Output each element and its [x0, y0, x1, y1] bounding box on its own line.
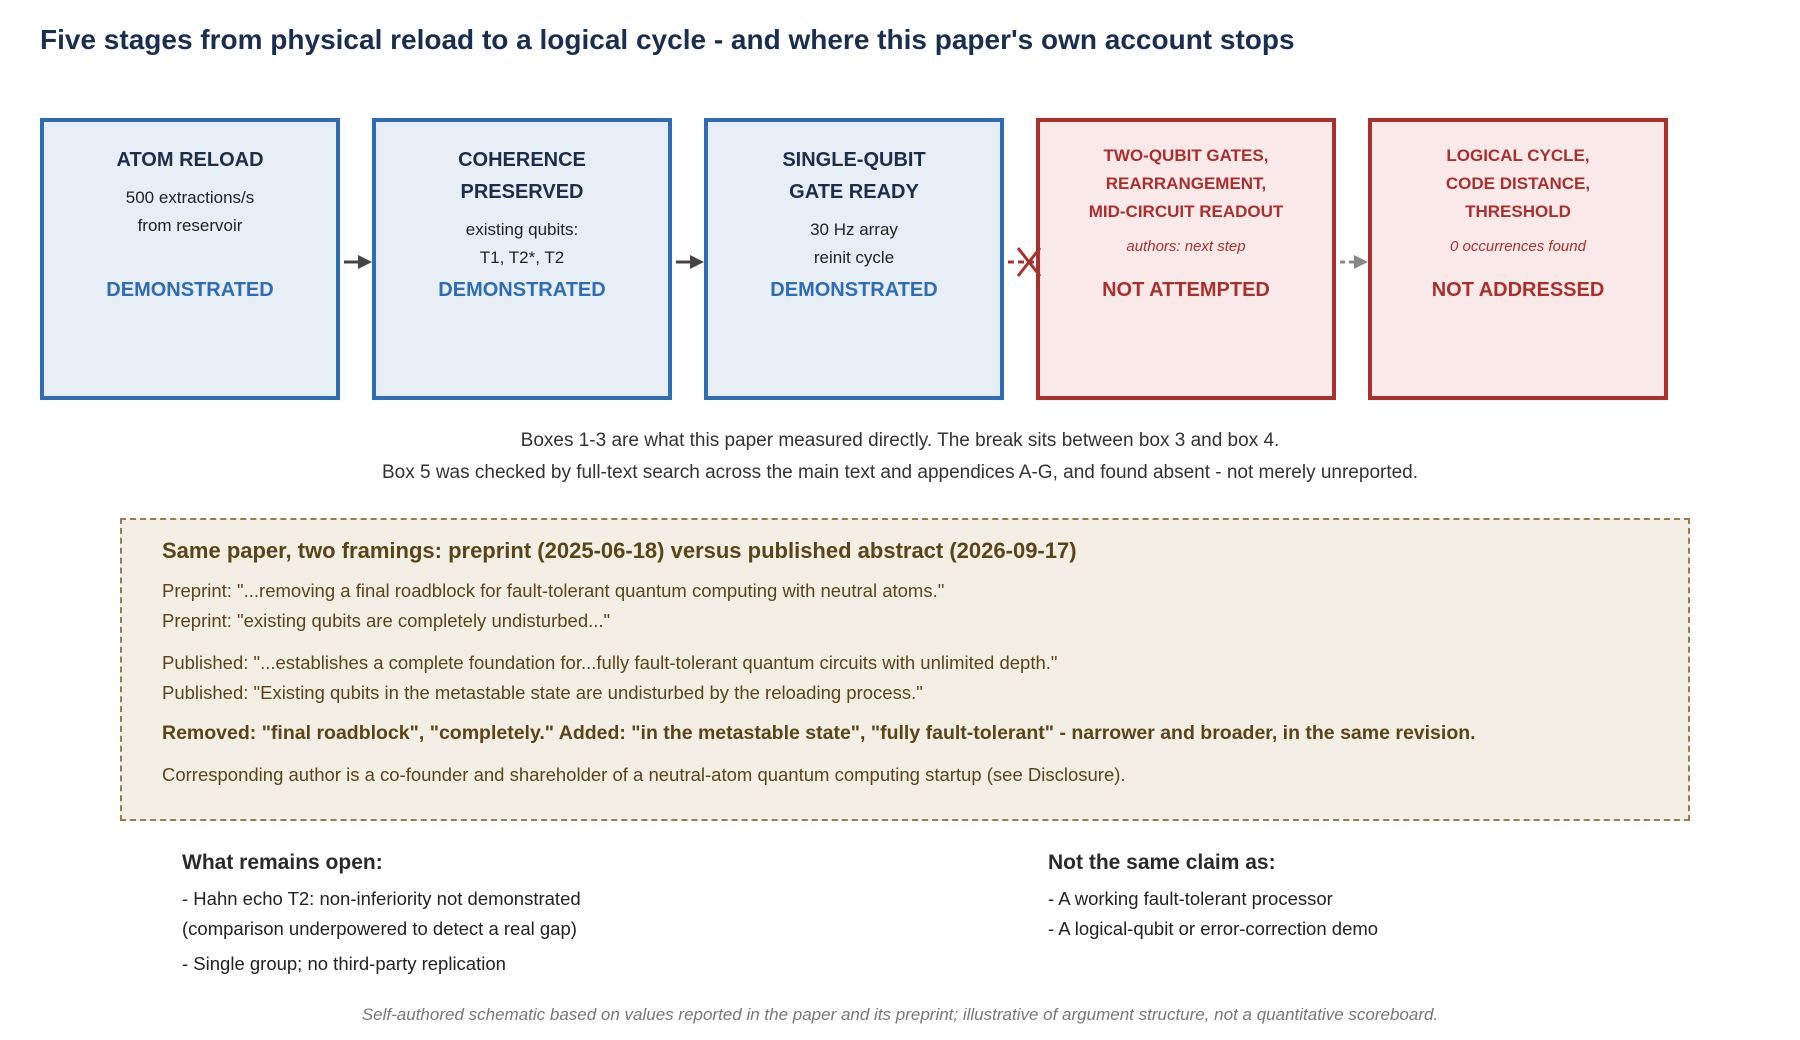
open-issue-line: - Single group; no third-party replication [182, 953, 506, 974]
arrowhead-1-2 [358, 255, 372, 269]
stage-name: SINGLE-QUBIT GATE READY [782, 149, 926, 203]
stage-status: DEMONSTRATED [438, 279, 606, 301]
framing-comparison-box [120, 518, 1690, 821]
stage-name: COHERENCE PRESERVED [458, 149, 586, 203]
not-same-claim-line: - A working fault-tolerant processor [1048, 888, 1333, 909]
stage-status: DEMONSTRATED [106, 279, 274, 301]
published-quote-1: Published: "...establishes a complete foundation for...fully fault-tolerant quantum circuits with unlimited depth." [162, 652, 1058, 673]
arrowhead-2-3 [690, 255, 704, 269]
stage-detail: 500 extractions/s from reservoir [125, 188, 255, 235]
stage-status: NOT ADDRESSED [1431, 279, 1605, 301]
not-same-claim-heading: Not the same claim as: [1048, 851, 1276, 874]
footnote: Self-authored schematic based on values reported in the paper and its preprint; illustrative of argument structure, not a quantitative scoreboard. [361, 1005, 1439, 1024]
diagram-title: Five stages from physical reload to a logical cycle - and where this paper's own account stops [40, 24, 1295, 55]
stage-status: NOT ATTEMPTED [1102, 279, 1270, 301]
stage-detail: 30 Hz array reinit cycle [810, 220, 898, 267]
framing-heading: Same paper, two framings: preprint (2025-06-18) versus published abstract (2026-09-17) [162, 538, 1077, 563]
stage-name: ATOM RELOAD [116, 149, 264, 171]
stage-detail: existing qubits: T1, T2*, T2 [465, 220, 579, 267]
stage-note: authors: next step [1126, 238, 1246, 255]
open-issues-heading: What remains open: [182, 851, 383, 874]
open-issue-line: - Hahn echo T2: non-inferiority not demonstrated [182, 888, 581, 909]
stage-name: TWO-QUBIT GATES, REARRANGEMENT, MID-CIRCUIT READOUT [1088, 146, 1284, 221]
disclosure-note: Corresponding author is a co-founder and shareholder of a neutral-atom quantum computing startup (see Disclosure). [162, 764, 1126, 785]
open-issue-line: (comparison underpowered to detect a real gap) [182, 918, 577, 939]
stage-name: LOGICAL CYCLE, CODE DISTANCE, THRESHOLD [1445, 146, 1591, 221]
stage-note: 0 occurrences found [1450, 238, 1586, 255]
stage-status: DEMONSTRATED [770, 279, 938, 301]
caption-line-1: Boxes 1-3 are what this paper measured directly. The break sits between box 3 and box 4. [520, 430, 1280, 451]
published-quote-2: Published: "Existing qubits in the metastable state are undisturbed by the reloading process." [162, 682, 923, 703]
dashed-arrowhead-4-5 [1354, 255, 1368, 269]
preprint-quote-1: Preprint: "...removing a final roadblock for fault-tolerant quantum computing with neutral atoms." [162, 580, 945, 601]
stage-connectors [0, 0, 1800, 460]
not-same-claim-line: - A logical-qubit or error-correction demo [1048, 918, 1379, 939]
framing-summary: Removed: "final roadblock", "completely." Added: "in the metastable state", "fully fault-tolerant" - narrower and broader, in the same revision. [162, 722, 1476, 744]
preprint-quote-2: Preprint: "existing qubits are completely undisturbed..." [162, 610, 611, 631]
caption-line-2: Box 5 was checked by full-text search across the main text and appendices A-G, and found absent - not merely unreported. [381, 462, 1419, 483]
